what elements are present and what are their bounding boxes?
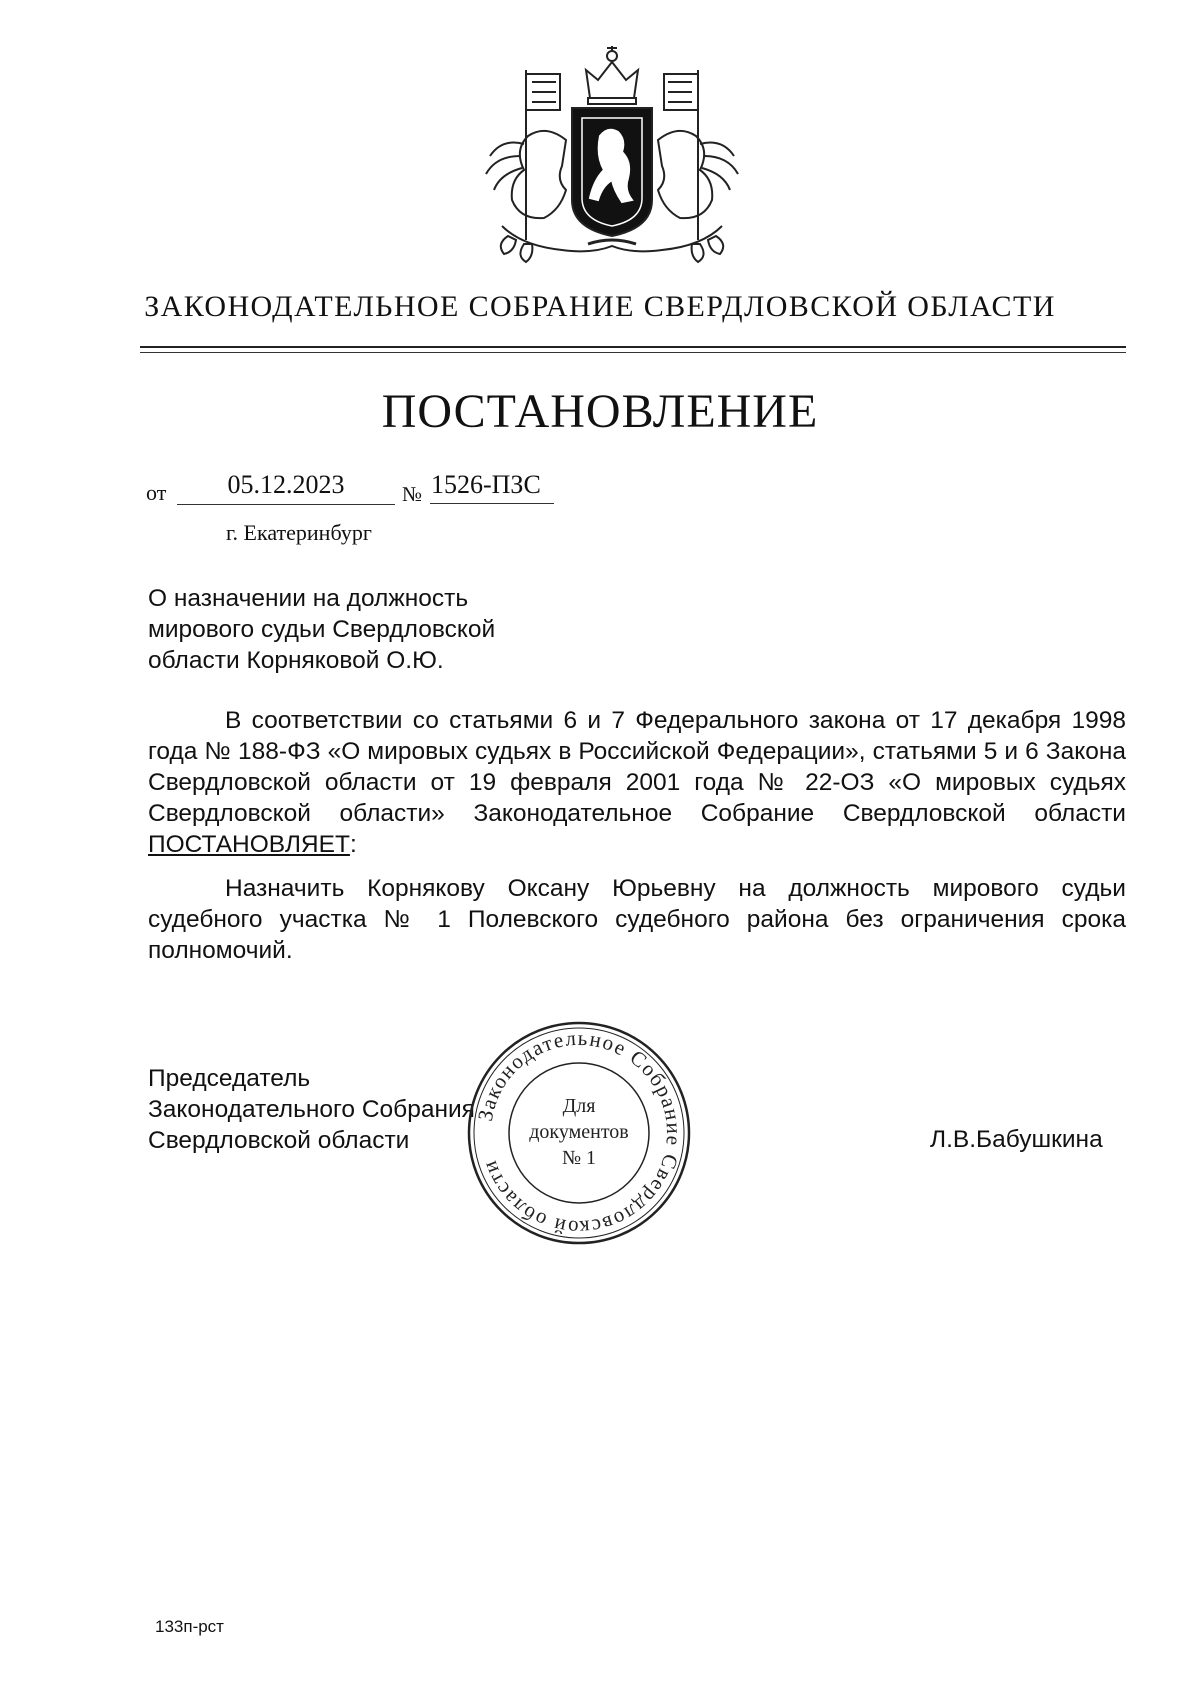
number-sign: № bbox=[402, 482, 423, 506]
body-paragraph-decision: Назначить Корнякову Оксану Юрьевну на должность мирового судьи судебного участка № 1 Полевского судебного района без ограничения срока полномочий. bbox=[148, 875, 1126, 964]
resolves-keyword: ПОСТАНОВЛЯЕТ bbox=[148, 831, 350, 858]
subject-line: О назначении на должность bbox=[148, 585, 469, 612]
document-subject bbox=[148, 583, 648, 676]
basis-colon: : bbox=[349, 831, 357, 858]
signer-position bbox=[148, 1063, 475, 1156]
round-seal-icon bbox=[464, 1018, 694, 1248]
body-paragraph-basis bbox=[148, 705, 1126, 860]
subject-line: мирового судьи Свердловской bbox=[148, 616, 496, 643]
svg-text:Для: Для bbox=[562, 1095, 596, 1117]
document-date: 05.12.2023 bbox=[227, 470, 345, 499]
subject-line: области Корняковой О.Ю. bbox=[148, 647, 444, 674]
document-city: г. Екатеринбург bbox=[226, 520, 372, 545]
footer-code: 133п-рст bbox=[155, 1617, 224, 1636]
signer-position-line: Председатель bbox=[148, 1065, 311, 1092]
header-divider bbox=[140, 346, 1126, 348]
svg-text:Законодательное Собрание Сверд: Законодательное Собрание Свердловской области bbox=[472, 1025, 687, 1241]
document-number: 1526-ПЗС bbox=[431, 470, 541, 499]
document-title: ПОСТАНОВЛЕНИЕ bbox=[381, 385, 819, 438]
header-divider-thin bbox=[140, 352, 1126, 353]
signer-position-line: Законодательного Собрания bbox=[148, 1096, 475, 1123]
svg-text:№ 1: № 1 bbox=[561, 1147, 597, 1169]
basis-text: В соответствии со статьями 6 и 7 Федерального закона от 17 декабря 1998 года № 188-ФЗ «О мировых судьях в Российской Федерации», статьями 5 и 6 Закона Свердловской области от 19 февраля 2001 года № 22-ОЗ «О мировых судьях Свердловской области» Законодательное Собрание Свердловской области bbox=[148, 707, 1126, 827]
svg-text:документов: документов bbox=[529, 1121, 629, 1143]
coat-of-arms-icon bbox=[462, 40, 762, 270]
date-prefix: от bbox=[146, 480, 167, 505]
signer-name: Л.В.Бабушкина bbox=[930, 1126, 1103, 1153]
date-underline bbox=[177, 504, 395, 505]
number-underline bbox=[430, 503, 554, 504]
organization-name: ЗАКОНОДАТЕЛЬНОЕ СОБРАНИЕ СВЕРДЛОВСКОЙ ОБЛАСТИ bbox=[144, 290, 1056, 323]
signer-position-line: Свердловской области bbox=[148, 1127, 410, 1154]
